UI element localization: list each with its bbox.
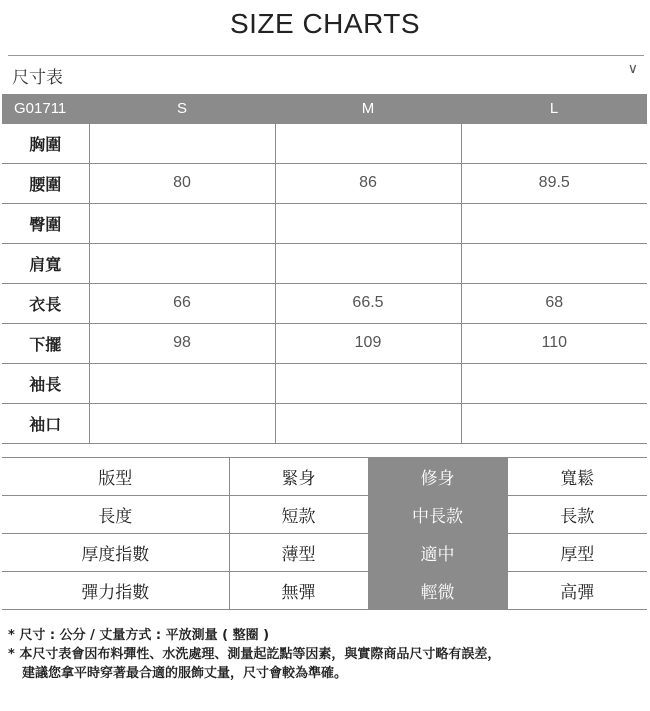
fit-option: 修身 <box>368 458 507 496</box>
fit-row <box>2 458 647 496</box>
cell-value <box>89 243 275 283</box>
table-row <box>2 243 647 283</box>
row-label: 臀圍 <box>2 203 89 243</box>
fit-option: 長款 <box>507 496 647 534</box>
size-table <box>2 94 647 444</box>
cell-value <box>89 363 275 403</box>
table-row <box>2 283 647 323</box>
row-label: 胸圍 <box>2 123 89 163</box>
notes <box>8 626 648 683</box>
cell-value <box>461 123 647 163</box>
row-label: 下擺 <box>2 323 89 363</box>
cell-value: 109 <box>275 323 461 363</box>
cell-value <box>461 363 647 403</box>
fit-option: 輕微 <box>368 572 507 610</box>
size-header-s: S <box>89 94 275 123</box>
size-chart-dropdown[interactable] <box>8 55 644 93</box>
chevron-down-icon: ∨ <box>627 61 638 77</box>
cell-value <box>89 403 275 443</box>
fit-row-label: 版型 <box>2 458 229 496</box>
cell-value <box>275 203 461 243</box>
note-advice: 建議您拿平時穿著最合適的服飾丈量，尺寸會較為準確。 <box>22 666 348 681</box>
dropdown-label: 尺寸表 <box>12 68 63 88</box>
fit-option: 厚型 <box>507 534 647 572</box>
table-row <box>2 203 647 243</box>
fit-row-label: 彈力指數 <box>2 572 229 610</box>
cell-value: 110 <box>461 323 647 363</box>
fit-row-label: 厚度指數 <box>2 534 229 572</box>
cell-value <box>461 203 647 243</box>
cell-value <box>89 203 275 243</box>
cell-value: 80 <box>89 163 275 203</box>
row-label: 袖口 <box>2 403 89 443</box>
fit-option: 高彈 <box>507 572 647 610</box>
fit-row <box>2 534 647 572</box>
table-row <box>2 323 647 363</box>
cell-value <box>461 403 647 443</box>
cell-value: 89.5 <box>461 163 647 203</box>
cell-value: 66.5 <box>275 283 461 323</box>
size-header-m: M <box>275 94 461 123</box>
product-code: G01711 <box>2 94 89 123</box>
table-row <box>2 123 647 163</box>
fit-table <box>2 457 647 610</box>
fit-row-label: 長度 <box>2 496 229 534</box>
cell-value <box>275 243 461 283</box>
note-measurement: * 尺寸 : 公分 / 丈量方式 : 平放測量 ( 整圈 ) <box>8 628 270 643</box>
fit-option: 短款 <box>229 496 368 534</box>
fit-row <box>2 496 647 534</box>
row-label: 肩寬 <box>2 243 89 283</box>
cell-value: 98 <box>89 323 275 363</box>
fit-option: 適中 <box>368 534 507 572</box>
row-label: 袖長 <box>2 363 89 403</box>
cell-value <box>275 123 461 163</box>
cell-value <box>461 243 647 283</box>
cell-value: 68 <box>461 283 647 323</box>
fit-option: 中長款 <box>368 496 507 534</box>
fit-option: 薄型 <box>229 534 368 572</box>
row-label: 腰圍 <box>2 163 89 203</box>
fit-row <box>2 572 647 610</box>
table-row <box>2 403 647 443</box>
note-disclaimer: * 本尺寸表會因布料彈性、水洗處理、測量起訖點等因素，與實際商品尺寸略有誤差， <box>8 647 501 662</box>
fit-option: 寬鬆 <box>507 458 647 496</box>
fit-option: 緊身 <box>229 458 368 496</box>
cell-value: 66 <box>89 283 275 323</box>
cell-value <box>89 123 275 163</box>
fit-option: 無彈 <box>229 572 368 610</box>
cell-value <box>275 363 461 403</box>
table-row <box>2 163 647 203</box>
row-label: 衣長 <box>2 283 89 323</box>
table-row <box>2 363 647 403</box>
size-header-row <box>2 94 647 123</box>
page-title: SIZE CHARTS <box>229 8 421 39</box>
cell-value: 86 <box>275 163 461 203</box>
cell-value <box>275 403 461 443</box>
size-header-l: L <box>461 94 647 123</box>
